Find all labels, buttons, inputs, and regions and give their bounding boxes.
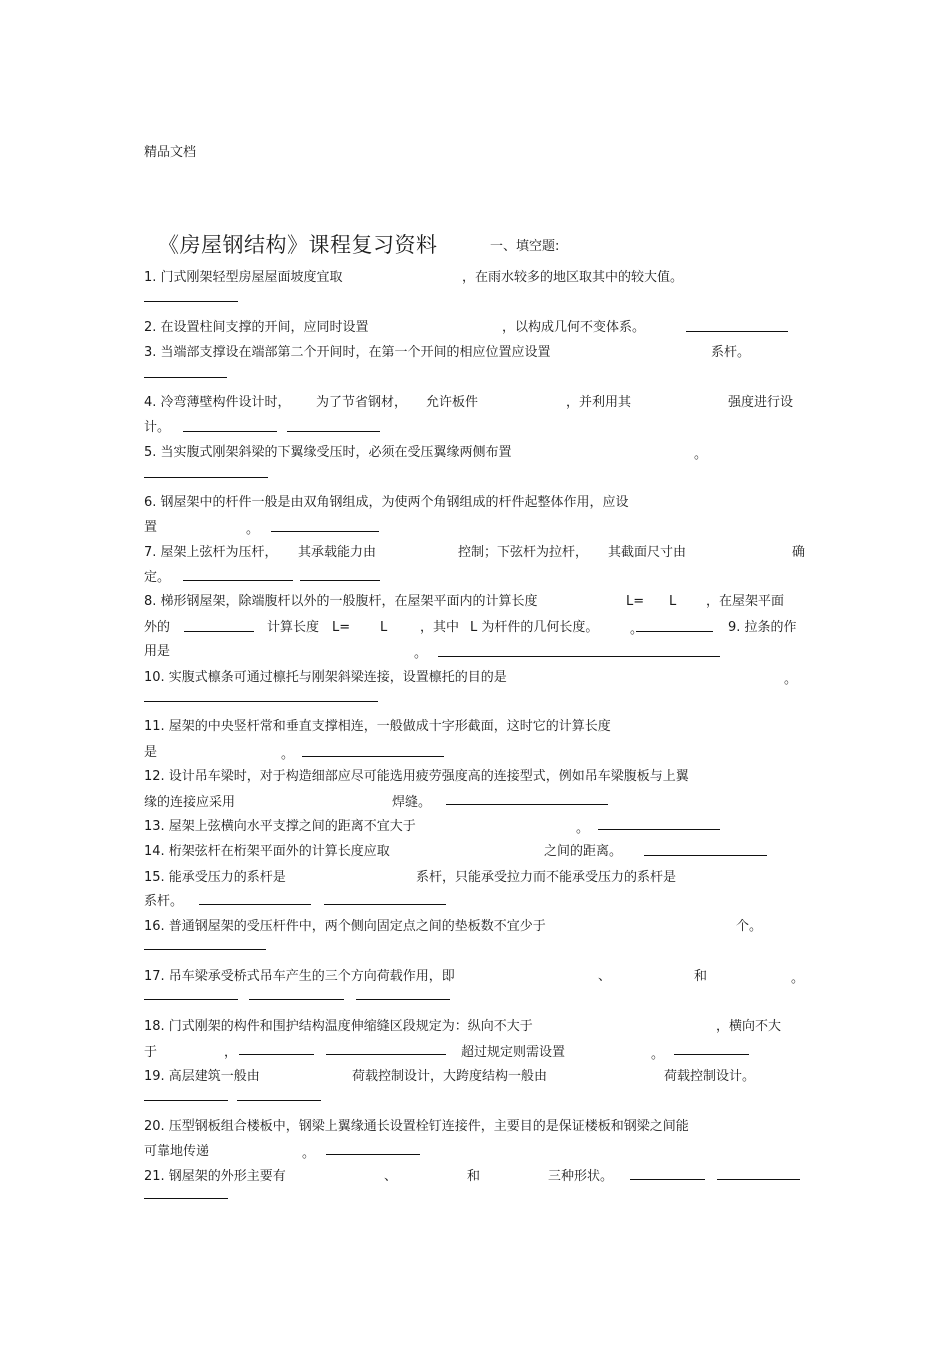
q18-text: 18. 门式刚架的构件和围护结构温度伸缩缝区段规定为：纵向不大于 [144,1019,533,1034]
q4-text-3: 允许板件 [426,395,479,410]
q15-blank-1 [199,904,311,905]
q1-text: 1. 门式刚架轻型房屋屋面坡度宜取 [144,270,343,285]
q4-text-2: 为了节省钢材， [316,395,408,410]
q8-text-3: 外的 [144,620,171,635]
q17-blank-3 [356,999,450,1000]
q20-text: 20. 压型钢板组合楼板中，钢梁上翼缘通长设置栓钉连接件，主要目的是保证楼板和钢梁之间能 [144,1119,689,1134]
q15-text-3: 系杆。 [144,894,184,909]
q11-text: 11. 屋架的中央竖杆常和垂直支撑相连，一般做成十字形截面，这时它的计算长度 [144,719,611,734]
q2-text: 2. 在设置柱间支撑的开间，应同时设置 [144,320,369,335]
q17-text-4: 。 [791,971,805,986]
q12-text-3: 焊缝。 [392,795,432,810]
q4-text-4: ，并利用其 [566,395,632,410]
q8-text-6: L 为杆件的几何长度。 [470,620,599,635]
q18-text-4: ， [224,1045,238,1060]
q17-blank-1 [144,999,238,1000]
q19-blank-1 [144,1100,228,1101]
q16-blank [144,949,266,950]
q9-blank [438,656,720,657]
q4-text-5: 强度进行设 [728,395,794,410]
q9-text-2: 用是 [144,644,171,659]
q3-blank [144,377,227,378]
q10-text: 10. 实腹式檩条可通过檩托与刚架斜梁连接，设置檩托的目的是 [144,670,507,685]
q13-text-end: 。 [576,821,590,836]
q9-text: 9. 拉条的作 [728,620,797,635]
page-header: 精品文档 [144,145,197,160]
q8-text: 8. 梯形钢屋架，除端腹杆以外的一般腹杆，在屋架平面内的计算长度 [144,594,538,609]
q17-text: 17. 吊车梁承受桥式吊车产生的三个方向荷载作用，即 [144,969,455,984]
q17-blank-2 [249,999,344,1000]
q12-blank [446,804,608,805]
q8-text-2: ，在屋架平面 [706,594,785,609]
q19-text-3: 荷载控制设计。 [664,1069,756,1084]
q12-text: 12. 设计吊车梁时，对于构造细部应尽可能选用疲劳强度高的连接型式，例如吊车梁腹板与上翼 [144,769,689,784]
q21-text-2: 、 [384,1169,398,1184]
q12-text-2: 缘的连接应采用 [144,795,236,810]
page-title: 《房屋钢结构》课程复习资料 [158,233,438,257]
q13-text: 13. 屋架上弦横向水平支撑之间的距离不宜大于 [144,819,416,834]
q11-text-3: 。 [281,747,295,762]
q14-text-end: 之间的距离。 [544,844,623,859]
q19-text-2: 荷载控制设计，大跨度结构一般由 [352,1069,548,1084]
q6-blank [271,531,379,532]
q21-text-3: 和 [467,1169,481,1184]
q14-blank [644,855,767,856]
q2-blank [686,331,788,332]
q18-blank-1 [239,1054,314,1055]
q7-text-3: 控制；下弦杆为拉杆， [458,545,589,560]
q18-text-5: 超过规定则需设置 [461,1045,566,1060]
q3-text-end: 系杆。 [711,345,751,360]
q18-blank-3 [674,1054,749,1055]
q14-text: 14. 桁架弦杆在桁架平面外的计算长度应取 [144,844,390,859]
q7-text: 7. 屋架上弦杆为压杆， [144,545,278,560]
q7-text-5: 确 [792,545,806,560]
q21-blank-1 [630,1179,705,1180]
q5-text: 5. 当实腹式刚架斜梁的下翼缘受压时，必须在受压翼缘两侧布置 [144,445,512,460]
q1-text-end: ，在雨水较多的地区取其中的较大值。 [462,270,684,285]
q4-blank-2 [287,431,380,432]
q19-text: 19. 高层建筑一般由 [144,1069,260,1084]
q10-blank [144,701,378,702]
q8-text-5: ，其中 [420,620,460,635]
q6-text-2: 置 [144,520,158,535]
q18-blank-2 [326,1054,446,1055]
section-heading: 一、填空题: [490,239,560,254]
q17-text-3: 和 [694,969,708,984]
q2-text-end: ，以构成几何不变体系。 [502,320,646,335]
q8-l-1: L [669,594,677,609]
q6-text: 6. 钢屋架中的杆件一般是由双角钢组成，为使两个角钢组成的杆件起整体作用，应设 [144,495,629,510]
q7-text-6: 定。 [144,570,171,585]
q20-text-2: 可靠地传递 [144,1144,210,1159]
q21-blank-2 [717,1179,800,1180]
q8-text-4: 计算长度 [267,620,320,635]
q7-text-2: 其承载能力由 [298,545,377,560]
q5-text-end: 。 [694,447,708,462]
q7-text-4: 其截面尺寸由 [608,545,687,560]
q16-text: 16. 普通钢屋架的受压杆件中，两个侧向固定点之间的垫板数不宜少于 [144,919,546,934]
q5-blank [144,477,268,478]
q20-text-3: 。 [302,1146,316,1161]
q18-text-2: ，横向不大 [716,1019,782,1034]
q17-text-2: 、 [598,969,612,984]
q10-text-end: 。 [784,672,798,687]
q15-blank-2 [324,904,446,905]
q8-text-7: 。 [630,622,644,637]
q8-l-eq-1: L= [626,594,645,609]
q3-text: 3. 当端部支撑设在端部第二个开间时，在第一个开间的相应位置应设置 [144,345,551,360]
q20-blank [326,1154,420,1155]
q18-text-3: 于 [144,1045,158,1060]
q4-text: 4. 冷弯薄壁构件设计时， [144,395,291,410]
q8-l-eq-2: L= [332,620,351,635]
q4-text-6: 计。 [144,420,171,435]
q8-l-2: L [380,620,388,635]
q21-text: 21. 钢屋架的外形主要有 [144,1169,286,1184]
q11-text-2: 是 [144,745,158,760]
q19-blank-2 [237,1100,321,1101]
q6-text-3: 。 [246,522,260,537]
q18-text-6: 。 [651,1047,665,1062]
q4-blank-1 [183,431,277,432]
q13-blank [598,829,720,830]
q9-text-3: 。 [414,646,428,661]
q7-blank-2 [300,580,380,581]
q21-blank-3 [144,1198,228,1199]
q11-blank [302,756,444,757]
q1-blank [144,301,238,302]
q7-blank-1 [183,580,293,581]
q15-text: 15. 能承受压力的系杆是 [144,870,286,885]
q21-text-4: 三种形状。 [548,1169,614,1184]
q15-text-2: 系杆，只能承受拉力而不能承受压力的系杆是 [416,870,677,885]
q16-text-end: 个。 [736,919,763,934]
q8-blank-2 [636,631,713,632]
q8-blank-1 [184,631,254,632]
